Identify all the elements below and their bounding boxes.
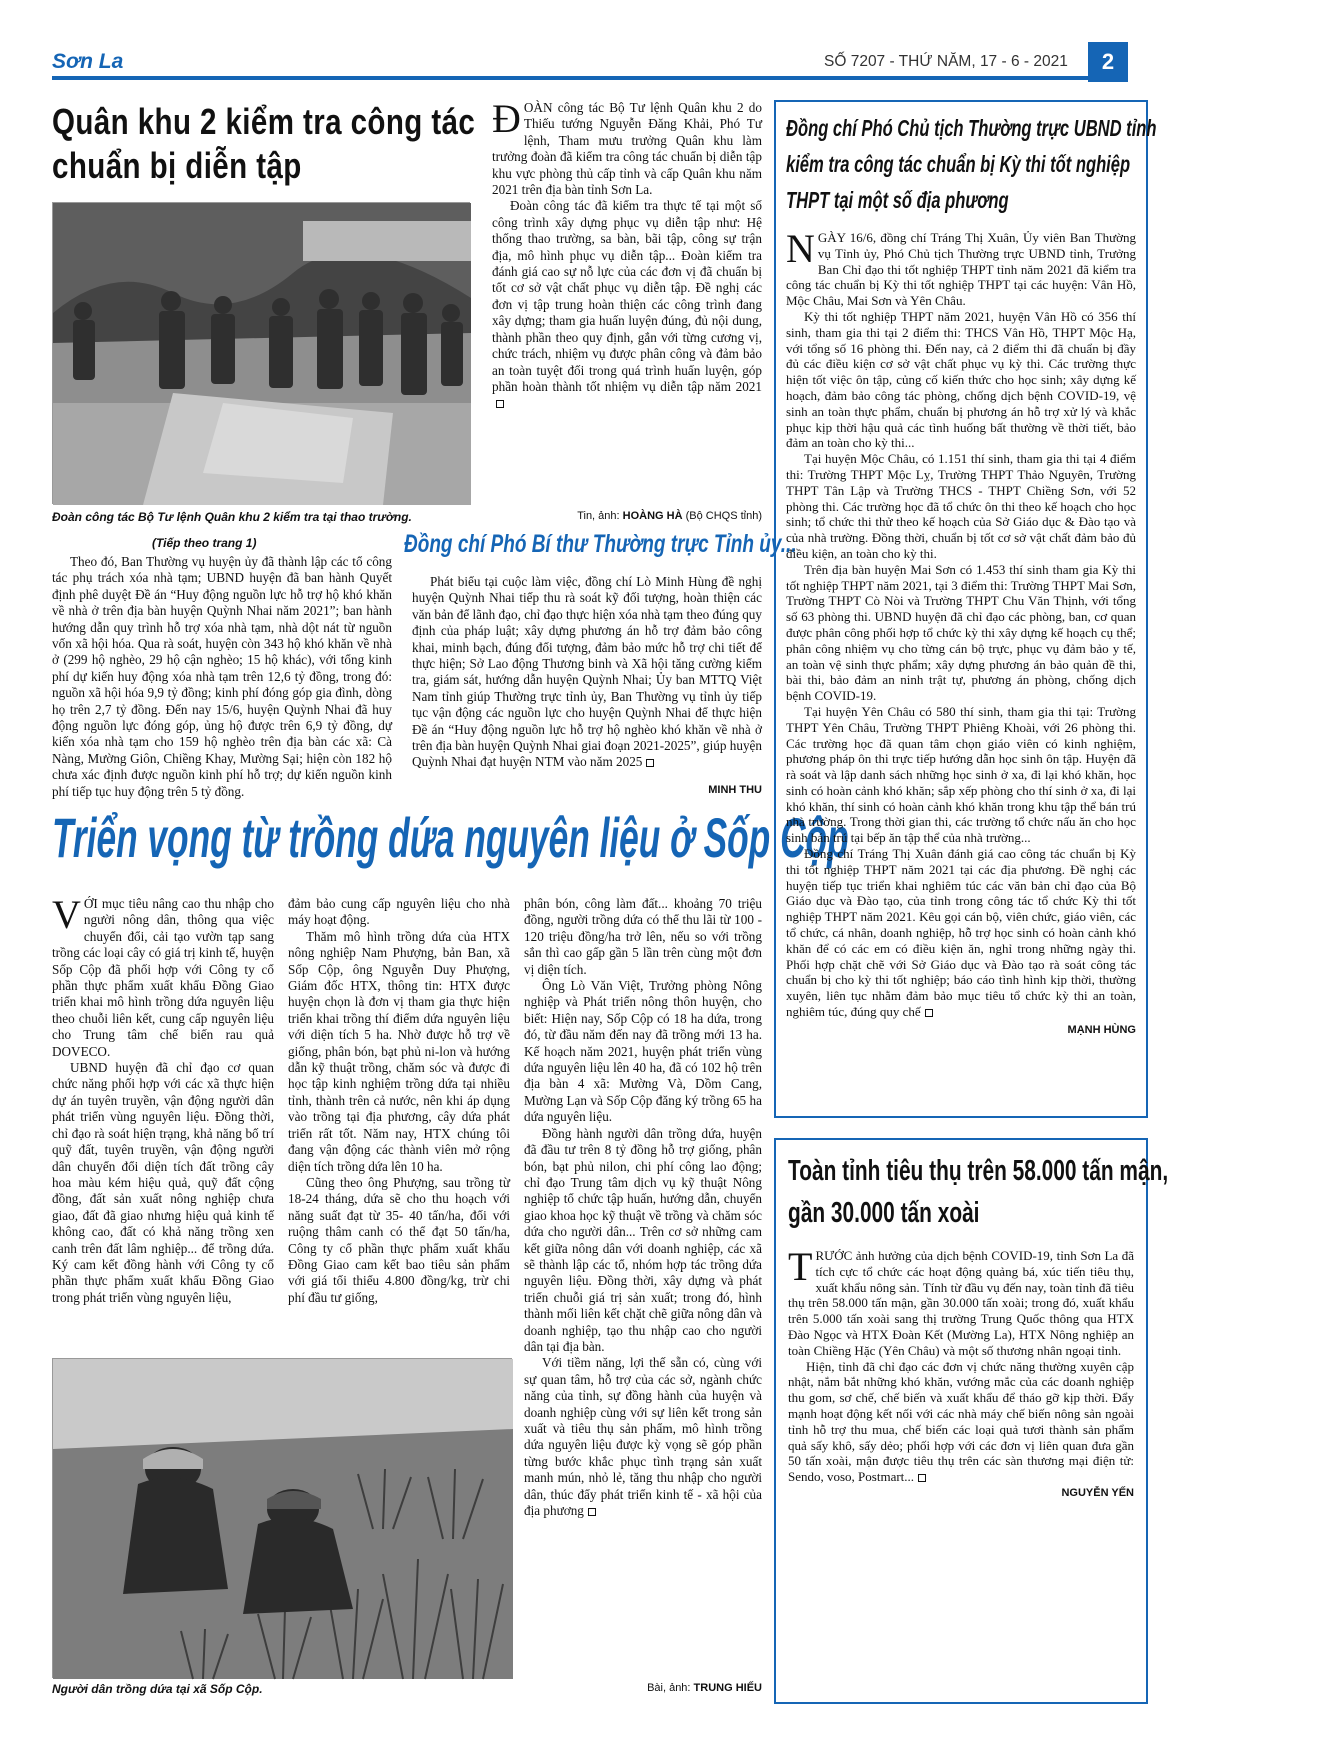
byline: MẠNH HÙNG: [1067, 1023, 1136, 1036]
col3-text-c: Đồng hành người dân trồng dứa, huyện đã đầu tư trên 8 tỷ đồng hỗ trợ giống, phân bón, bạt phủ nilon, chi phí công lao động; chỉ đạo Trung tâm dịch vụ kỹ thuật Nông nghiệp tổ chức tập huấn, hướng dẫn, chuyển giao khoa học kỹ thuật về trồng và chăm sóc dứa cho người dân... Trên cơ sở những cam kết giữa nông dân với doanh nghiệp, các xã sẽ thành lập các tổ, nhóm hợp tác trồng dứa nguyên liệu. Đồng thời, xây dựng và phát triển chuỗi giá trị sản xuất; trong đó, hình thành mối liên kết chặt chẽ giữa nông dân và doanh nghiệp, tạo thu nhập cao cho người dân tại địa bàn.: [524, 1125, 762, 1354]
lead-text: RƯỚC ảnh hưởng của dịch bệnh COVID-19, tỉnh Sơn La đã tích cực tổ chức các hoạt động quảng bá, xúc tiến tiêu thụ, xuất khẩu nông sản. Tính từ đầu vụ đến nay, toàn tỉnh đã tiêu thụ trên 58.000 tấn mận, gần 30.000 tấn xoài; trong đó, xuất khẩu trên 5.000 tấn xoài sang thị trường Trung Quốc thông qua HTX Đào Ngọc và HTX Đoàn Kết (Mường La), HTX Nông nghiệp an toàn Chiềng Hặc (Yên Châu) và một số thương nhân ngoại tỉnh.: [788, 1248, 1134, 1358]
photo-caption: Người dân trồng dứa tại xã Sốp Cộp.: [52, 1682, 263, 1696]
byline-name: TRUNG HIẾU: [693, 1682, 762, 1694]
article-body: [788, 1244, 1134, 1485]
end-mark-icon: [496, 400, 504, 408]
article-pineapple: [52, 806, 849, 1706]
body-paragraph: Đồng chí Tráng Thị Xuân đánh giá cao công tác chuẩn bị Kỳ thi tốt nghiệp THPT năm 2021 tại các địa phương. Đề nghị các huyện tiếp tục triển khai nghiêm túc các văn bản chỉ đạo của Bộ Giáo dục và Đào tạo, của tỉnh trong công tác tổ chức Kỳ thi tốt nghiệp THPT năm 2021. Kêu gọi cán bộ, viên chức, giáo viên, các tổ chức, cá nhân, doanh nghiệp, hỗ trợ học sinh có hoàn cảnh khó khăn để có các em có điều kiện ăn, nghỉ trong những ngày thi. Phối hợp chặt chẽ với Sở Giáo dục và Đào tạo rà soát công tác chuẩn bị cho kỳ thi tốt nghiệp; báo cáo tình hình kịp thời, thường xuyên, liên tục nhằm đảm bảo mục tiêu tổ chức kỳ thi an toàn, nghiêm túc, đúng quy chế: [786, 846, 1136, 1020]
body-paragraph: Tại huyện Yên Châu có 580 thí sinh, tham gia thi tại: Trường THPT Yên Châu, Trường THPT Phiêng Khoài, với 26 phòng thi. Các trường học đã quan tâm chọn giáo viên có kinh nghiệm, phương pháp ôn thi trực tiếp hướng dẫn học sinh ôn tập. Huyện đã rà soát và lập danh sách những học sinh ở xa, đi lại khó khăn, học sinh có hoàn cảnh khó khăn; sắp xếp phòng cho thí sinh ở xa, đi lại khó khăn, thí sinh có hoàn cảnh khó khăn trong khu tập thể bán trú nhà trường. Trong thời gian thi, các trường tổ chức nấu ăn cho học sinh bán trú tại bếp ăn tập thể của nhà trường...: [786, 703, 1136, 846]
lead-text: OÀN công tác Bộ Tư lệnh Quân khu 2 do Thiếu tướng Nguyễn Đăng Khải, Phó Tư lệnh, Tham mưu trưởng Quân khu làm trưởng đoàn đã kiểm tra công tác chuẩn bị diễn tập khu vực phòng thủ cấp tỉnh và cấp Quân khu năm 2021 trên địa bàn tỉnh Sơn La.: [492, 100, 762, 198]
byline: [492, 510, 762, 522]
lead-text: GÀY 16/6, đồng chí Tráng Thị Xuân, Ủy viên Ban Thường vụ Tỉnh ủy, Phó Chủ tịch Thường trực UBND tỉnh, Trưởng Ban Chỉ đạo thi tốt nghiệp THPT tỉnh năm 2021 đã kiểm tra công tác chuẩn bị Kỳ thi tốt nghiệp THPT tại các huyện: Vân Hồ, Mộc Châu, Mai Sơn và Yên Châu.: [786, 230, 1136, 309]
drop-cap: V: [52, 892, 81, 937]
article-title: [788, 1150, 1169, 1242]
byline: NGUYỄN YẾN: [1061, 1486, 1134, 1499]
col3-text-d: Với tiềm năng, lợi thế sẵn có, cùng với sự quan tâm, hỗ trợ của các sở, ngành chức năng của tỉnh, sự đồng hành của huyện và doanh nghiệp cùng với sự liên kết trong sản xuất và tiêu thụ sản phẩm, mô hình trồng dứa nguyên liệu được kỳ vọng sẽ góp phần từng bước khắc phục tình trạng sản xuất manh mún, nhỏ lẻ, tăng thu nhập cho người dân, thúc đẩy phát triển kinh tế - xã hội của địa phương: [524, 1355, 762, 1519]
body-text: Đoàn công tác đã kiểm tra thực tế tại một số công trình xây dựng phục vụ diễn tập như: Hệ thống thao trường, sa bàn, bãi tập, công sự trận địa, mô hình phục vụ diễn tập... Đoàn kiểm tra đánh giá cao sự nỗ lực của các đơn vị đã chuẩn bị tốt cơ sở vật chất phục vụ diễn tập. Đề nghị các đơn vị tập trung hoàn thiện các công trình đang xây dựng; tham gia huấn luyện đúng, đủ nội dung, thành phần theo quy định, gắn với từng cương vị, chức trách, nhiệm vụ được phân công và đảm bảo an toàn tuyệt đối trong quá trình huấn luyện, góp phần hoàn thành tốt nhiệm vụ diễn tập năm 2021: [492, 198, 762, 394]
col3-text-b: Ông Lò Văn Việt, Trưởng phòng Nông nghiệp và Phát triển nông thôn huyện, cho biết: Hiện nay, Sốp Cộp có 18 ha dứa, trong đó, từ đầu năm đến nay đã trồng mới 13 ha. Kế hoạch năm 2021, huyện phát triển vùng dứa nguyên liệu lên 40 ha, đã có 102 hộ trên địa bàn 4 xã: Mường Và, Dồm Cang, Mường Lạn và Sốp Cộp đăng ký trồng 65 ha dứa nguyên liệu.: [524, 978, 762, 1125]
article-col-1: [52, 892, 274, 1306]
continued-body-2: [412, 574, 762, 771]
issue-info: SỐ 7207 - THỨ NĂM, 17 - 6 - 2021: [824, 53, 1068, 70]
end-mark-icon: [588, 1508, 596, 1516]
page-number: 2: [1088, 42, 1128, 82]
byline: [524, 1682, 762, 1694]
article-title-line: chuẩn bị diễn tập: [52, 145, 302, 186]
lead-paragraph: [492, 96, 762, 198]
article-title: [52, 100, 476, 200]
body-paragraph: Kỳ thi tốt nghiệp THPT năm 2021, huyện Vân Hồ có 356 thí sinh, tham gia thi tại 2 điểm thi: THCS Vân Hồ, THPT Mộc Hạ, với tổng số 16 phòng thi. Đến nay, cả 2 điểm thi đã chuẩn bị đầy đủ các điều kiện cơ sở vật chất phục vụ kỳ thi. Các trường thực hiện tốt việc ôn tập, củng cố kiến thức cho học sinh; xây dựng kế hoạch, đảm bảo công tác phòng, chống dịch bệnh COVID-19, vệ sinh an toàn thực phẩm, chuẩn bị phương án hỗ trợ xử lý và khắc phục kịp thời hậu quả các tình huống bất thường về thời tiết, bảo đảm an toàn cho kỳ thi...: [786, 308, 1136, 451]
article-exam-inspection: [774, 100, 1157, 1118]
byline-prefix: Bài, ảnh:: [647, 1682, 694, 1694]
inspection-photo-image: [53, 203, 471, 505]
article-fruit-consumption: [774, 1138, 1169, 1704]
article-title-line: Quân khu 2 kiểm tra công tác: [52, 101, 476, 142]
article-title-text: Triển vọng từ trồng dứa nguyên liệu ở Sốp Cộp: [52, 806, 849, 869]
continued-title: [404, 530, 797, 566]
article-title-line: kiểm tra công tác chuẩn bị Kỳ thi tốt nghiệp: [786, 151, 1131, 177]
header-rule: [52, 76, 1088, 80]
pineapple-photo-image: [53, 1359, 513, 1679]
drop-cap: T: [788, 1244, 813, 1289]
continued-text: Theo đó, Ban Thường vụ huyện ủy đã thành lập các tổ công tác phụ trách xóa nhà tạm; UBND huyện đã ban hành Quyết định phê duyệt Đề án “Huy động nguồn lực hỗ trợ hộ khó khăn về nhà ở trên địa bàn huyện Quỳnh Nhai năm 2021”; ban hành hướng dẫn quy trình hỗ trợ xóa nhà tạm, nhà dột nát từ nguồn vốn xã hội hóa. Qua rà soát, huyện còn 343 hộ khó khăn về nhà ở (299 hộ nghèo, 29 hộ cận nghèo; 15 hộ khác), với tổng kinh phí dự kiến huy động xóa nhà tạm trên 12,6 tỷ đồng, trong đó: nguồn xã hội hóa 9,9 tỷ đồng; kinh phí đóng góp gia đình, dòng họ trên 2,7 tỷ đồng. Đến nay 15/6, huyện Quỳnh Nhai đã huy động nguồn lực đóng góp, ủng hộ được trên 6,9 tỷ đồng, dự kiến xóa nhà tạm cho 159 hộ nghèo trên địa bàn các xã: Cà Nàng, Mường Giôn, Chiềng Khay, Mường Sại; hiện còn 182 hộ chưa xác định được nguồn kinh phí hỗ trợ; dự kiến nguồn kinh phí tiếp tục huy động trên 5 tỷ đồng.: [52, 554, 392, 799]
drop-cap: N: [786, 226, 815, 271]
end-mark-icon: [925, 1009, 933, 1017]
continued-byline: MINH THU: [708, 784, 762, 796]
body-paragraph: Hiện, tỉnh đã chỉ đạo các đơn vị chức năng thường xuyên cập nhật, nắm bắt những khó khăn, vướng mắc của các doanh nghiệp thu gom, sơ chế, chế biến và xuất khẩu để tháo gỡ kịp thời. Đẩy mạnh hoạt động kết nối với các nhà máy chế biến nông sản ngoài tỉnh hỗ trợ thu mua, chế biến các loại quả tươi thành sản phẩm quả sấy khô, sấy dẻo; phối hợp với các đơn vị liên quan đưa gần 50 tấn xoài, mận được tiêu thụ trên các sàn thương mại điện tử: Sendo, voso, Postmart...: [788, 1358, 1134, 1485]
article-title-line: Toàn tỉnh tiêu thụ trên 58.000 tấn mận,: [788, 1155, 1169, 1187]
article-continued: [52, 530, 797, 800]
section-name: Sơn La: [52, 50, 124, 73]
col1-text-b: UBND huyện đã chỉ đạo cơ quan chức năng phối hợp với các xã thực hiện dự án tuyên truyền, vận động người dân phát triển vùng nguyên liệu. Đồng thời, chỉ đạo rà soát hiện trạng, khả năng bố trí quỹ đất, tuyên truyền, vận động người dân chuyển đổi diện tích đất trồng cây hoa màu kém hiệu quả, quỹ đất cộng đồng, đất sản xuất nông nghiệp chưa giao, đất đã giao nhưng hiệu quả kinh tế không cao, đất có khả năng trồng xen canh trên đất lâm nghiệp... để trồng dứa. Ký cam kết đồng hành với Công ty cổ phần thực phẩm xuất khẩu Đồng Giao trong phát triển vùng nguyên liệu,: [52, 1060, 274, 1305]
continued-text-2: Phát biểu tại cuộc làm việc, đồng chí Lò Minh Hùng đề nghị huyện Quỳnh Nhai tiếp thu rà soát kỹ đối tượng, hoàn thiện các văn bản để lãnh đạo, chỉ đạo thực hiện xóa nhà tạm theo đúng quy định của pháp luật; xây dựng phương án hỗ trợ đảm bảo công khai, minh bạch, đúng đối tượng, đảm bảo mức hỗ trợ chi tiết để thực hiện; Sở Lao động Thương binh và Xã hội tăng cường kiểm tra, giám sát, hướng dẫn huyện Quỳnh Nhai; Ủy ban MTTQ Việt Nam tỉnh giúp Thường trực tỉnh ủy, Ban Thường vụ tỉnh ủy tiếp tục vận động các nguồn lực cho huyện Quỳnh Nhai để thực hiện Đề án “Huy động nguồn lực hỗ trợ hộ nghèo khó khăn về nhà ở trên địa bàn huyện Quỳnh Nhai giai đoạn 2021-2025”, giúp huyện Quỳnh Nhai đạt huyện NTM vào năm 2025: [412, 574, 762, 770]
continued-title-text: Đồng chí Phó Bí thư Thường trực Tỉnh ủy...: [404, 530, 797, 558]
article-col-3: [524, 896, 762, 1519]
article-body: [786, 226, 1136, 1020]
continued-body: [52, 554, 392, 800]
article-title-line: gần 30.000 tấn xoài: [788, 1197, 980, 1229]
article-title-line: THPT tại một số địa phương: [786, 187, 1009, 213]
col2-text-b: Thăm mô hình trồng dứa của HTX nông nghiệp Nam Phượng, bản Ban, xã Sốp Cộp, ông Nguyễn Duy Phượng, Giám đốc HTX, thông tin: HTX được huyện chọn là đơn vị tham gia thực hiện triển khai trồng thí điểm dứa nguyên liệu với diện tích 5 ha. Nhờ được hỗ trợ về giống, phân bón, bạt phủ ni-lon và hướng dẫn kỹ thuật trồng, chăm sóc và được đi học tập kinh nghiệm trồng dứa tại nhiều tỉnh, thành trên cả nước, nên khi áp dụng vào trồng tại địa phương, cây dứa phát triển rất tốt. Năm nay, HTX chúng tôi đang vận động các thành viên mở rộng diện tích trồng dứa lên 10 ha.: [288, 928, 510, 1174]
drop-cap: Đ: [492, 96, 521, 141]
article-title: [52, 806, 849, 876]
article-col-2: [288, 896, 510, 1306]
masthead: [52, 48, 1148, 78]
inspection-photo: [52, 202, 470, 504]
byline-suffix: (Bộ CHQS tỉnh): [682, 510, 762, 522]
article-military-inspection: [52, 96, 762, 580]
end-mark-icon: [918, 1474, 926, 1482]
article-body: [492, 96, 762, 412]
byline-name: HOÀNG HÀ: [622, 510, 683, 522]
body-paragraph: Trên địa bàn huyện Mai Sơn có 1.453 thí sinh tham gia Kỳ thi tốt nghiệp THPT năm 2021, tại 3 điểm thi: Trường THPT Mai Sơn, Trường THPT Cò Nòi và Trường THPT Chu Văn Thịnh, với tổng số 63 phòng thi. UBND huyện đã chỉ đạo các phòng, ban, cơ quan được phân công phối hợp tổ chức kỳ thi xây dựng kế hoạch cụ thể; phân công nhiệm vụ cho từng cán bộ trực, phục vụ đảm bảo y tế, an toàn vệ sinh thực phẩm; xây dựng phương án bảo quản đề thi, bài thi, bảo đảm an ninh trật tự, phương án phòng, chống dịch bệnh COVID-19.: [786, 561, 1136, 704]
col3-text: phân bón, công làm đất... khoảng 70 triệu đồng, người trồng dứa có thể thu lãi từ 100 - 120 triệu đồng/ha trở lên, nếu so với trồng sắn thì cao gấp gần 5 lần trên cùng một đơn vị diện tích.: [524, 896, 762, 977]
body-paragraph: [492, 198, 762, 411]
continued-label: (Tiếp theo trang 1): [152, 536, 257, 550]
col1-text: ỚI mục tiêu nâng cao thu nhập cho người nông dân, thông qua việc chuyển đổi, cải tạo vườn tạp sang trồng các loại cây có giá trị kinh tế, huyện Sốp Cộp đã phối hợp với Công ty cổ phần thực phẩm xuất khẩu Đồng Giao triển khai mô hình trồng dứa nguyên liệu theo chuỗi liên kết, cung cấp nguyên liệu cho Trung tâm chế biến rau quả DOVECO.: [52, 896, 274, 1059]
pineapple-photo: [52, 1358, 512, 1678]
article-title: [786, 110, 1157, 230]
end-mark-icon: [646, 759, 654, 767]
col2-text: đảm bảo cung cấp nguyên liệu cho nhà máy hoạt động.: [288, 896, 510, 928]
photo-caption: Đoàn công tác Bộ Tư lệnh Quân khu 2 kiểm tra tại thao trường.: [52, 510, 412, 524]
article-title-line: Đồng chí Phó Chủ tịch Thường trực UBND tỉnh: [786, 115, 1157, 141]
byline-prefix: Tin, ảnh:: [577, 510, 623, 522]
col2-text-c: Cũng theo ông Phượng, sau trồng từ 18-24 tháng, dứa sẽ cho thu hoạch với năng suất đạt từ 35- 40 tấn/ha, đối với ruộng thâm canh có thể đạt 50 tấn/ha, Công ty cổ phần thực phẩm xuất khẩu Đồng Giao cam kết bao tiêu sản phẩm với giá tối thiểu 4.800 đồng/kg, trừ chi phí đầu tư giống,: [288, 1174, 510, 1305]
body-paragraph: Tại huyện Mộc Châu, có 1.151 thí sinh, tham gia thi tại 4 điểm thi: Trường THPT Mộc Lỵ, Trường THPT Thảo Nguyên, Trường THPT Tân Lập và Trường THCS - THPT Chiềng Sơn, với 52 phòng thi. Các trường học đã tổ chức ôn thi theo kế hoạch cho học sinh; tổ chức thi thử theo kế hoạch của Sở Giáo dục & Đào tạo và của nhà trường. Đồng thời, chuẩn bị tốt cơ sở vật chất đảm bảo đủ điều kiện, an toàn cho kỳ thi.: [786, 451, 1136, 561]
